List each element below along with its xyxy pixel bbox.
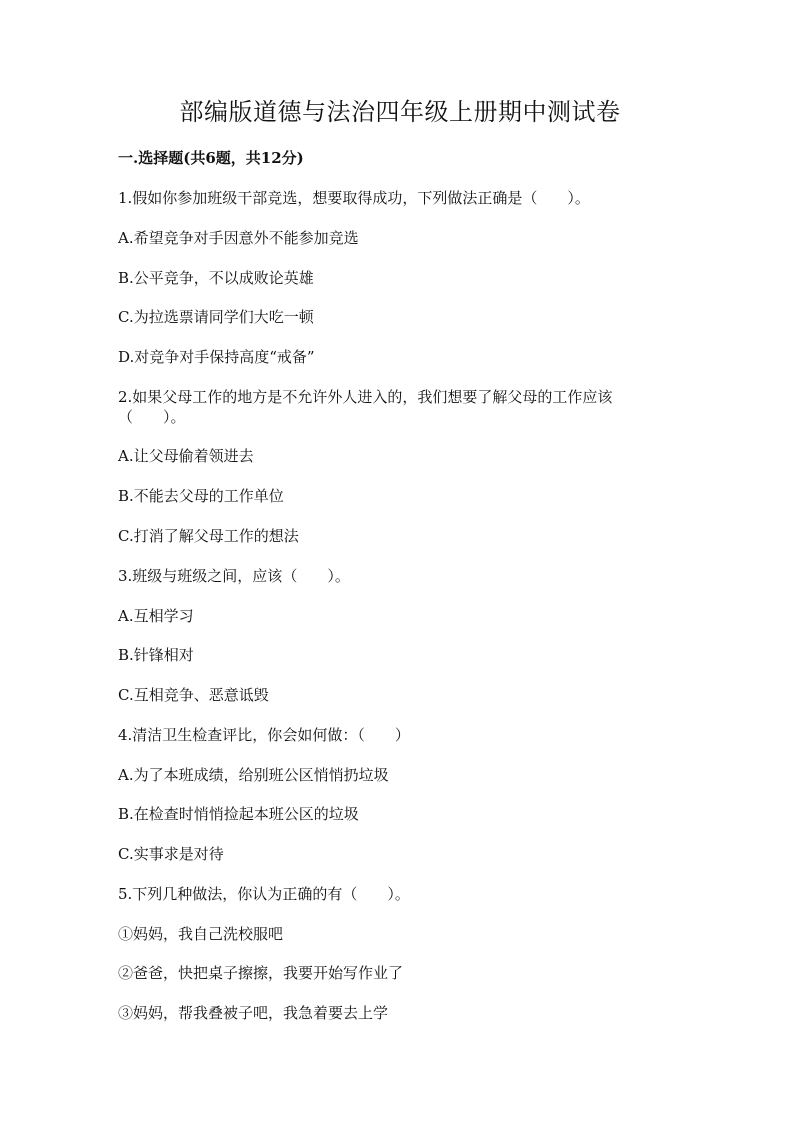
statement-5-3: ③妈妈，帮我叠被子吧，我急着要去上学 bbox=[118, 1004, 389, 1022]
option-2c: C.打消了解父母工作的想法 bbox=[118, 527, 299, 545]
option-3c: C.互相竞争、恶意诋毁 bbox=[118, 686, 269, 704]
option-1c: C.为拉选票请同学们大吃一顿 bbox=[118, 308, 314, 326]
question-5: 5.下列几种做法，你认为正确的有（ ）。 bbox=[118, 885, 410, 903]
question-1: 1.假如你参加班级干部竞选，想要取得成功，下列做法正确是（ ）。 bbox=[118, 189, 590, 207]
option-1a: A.希望竞争对手因意外不能参加竞选 bbox=[118, 229, 359, 247]
question-3: 3.班级与班级之间，应该（ ）。 bbox=[118, 567, 350, 585]
question-2: 2.如果父母工作的地方是不允许外人进入的，我们想要了解父母的工作应该 bbox=[118, 388, 613, 406]
option-2b: B.不能去父母的工作单位 bbox=[118, 487, 284, 505]
question-2-continued: （ ）。 bbox=[118, 408, 186, 426]
statement-5-1: ①妈妈，我自己洗校服吧 bbox=[118, 925, 284, 943]
statement-5-2: ②爸爸，快把桌子擦擦，我要开始写作业了 bbox=[118, 964, 404, 982]
option-4a: A.为了本班成绩，给别班公区悄悄扔垃圾 bbox=[118, 766, 389, 784]
option-3b: B.针锋相对 bbox=[118, 646, 194, 664]
section-heading: 一.选择题(共6题，共12分) bbox=[118, 149, 304, 167]
option-1b: B.公平竞争，不以成败论英雄 bbox=[118, 269, 314, 287]
option-4b: B.在检查时悄悄捡起本班公区的垃圾 bbox=[118, 805, 359, 823]
option-4c: C.实事求是对待 bbox=[118, 845, 224, 863]
option-1d: D.对竞争对手保持高度“戒备” bbox=[118, 348, 315, 366]
option-2a: A.让父母偷着领进去 bbox=[118, 447, 254, 465]
question-4: 4.清洁卫生检查评比，你会如何做：（ ） bbox=[118, 726, 410, 744]
option-3a: A.互相学习 bbox=[118, 607, 194, 625]
page-title: 部编版道德与法治四年级上册期中测试卷 bbox=[179, 98, 621, 126]
